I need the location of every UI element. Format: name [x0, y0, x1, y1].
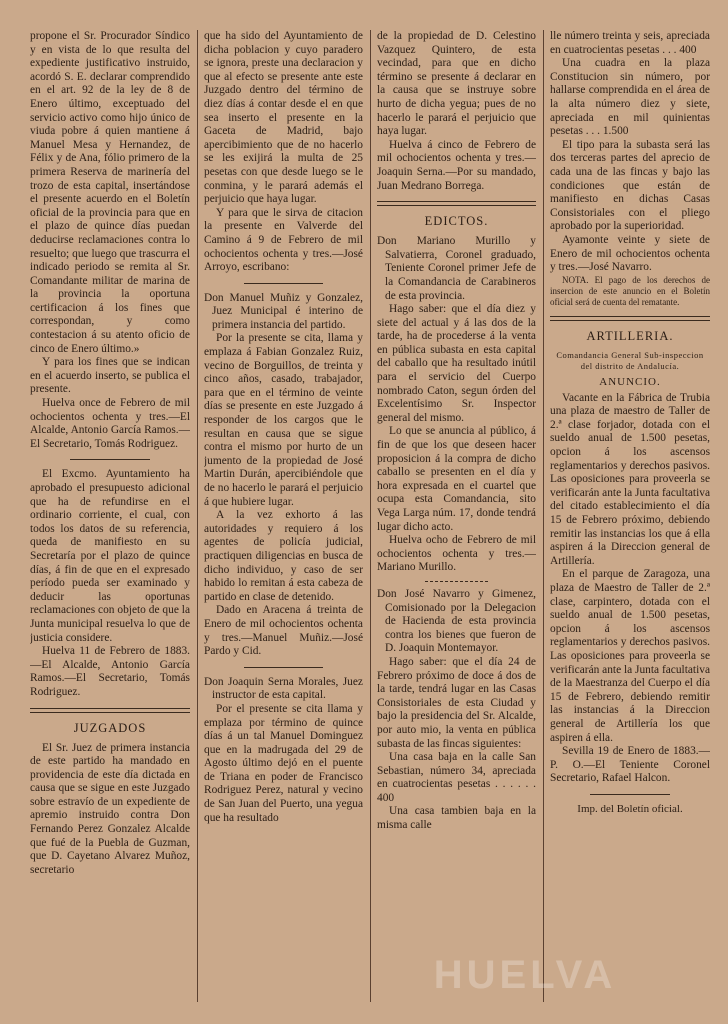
- anuncio-heading: ANUNCIO.: [599, 375, 661, 388]
- column-rule: [543, 30, 544, 1002]
- property-listing: Una casa tambien baja en la misma calle: [377, 805, 536, 832]
- article-heading: Don José Navarro y Gimenez, Comisionado por la Delegacion de Hacienda de esta provincia contra los bienes que fueron de D. Joaquin Montemayor.: [377, 587, 536, 655]
- article-text: Hago saber: que el día diez y siete del actual y á las dos de la tarde, ha de procederse á la venta en pública subasta en esta capital del caballo que ha resultado inútil para el servicio del Cuerpo nombrado Caton, segun órden del Excelentísimo Sr. Inspector general del mismo.: [377, 303, 536, 424]
- column-1: [30, 30, 190, 1002]
- divider: [70, 459, 150, 460]
- printer-footer: Imp. del Boletín oficial.: [577, 802, 683, 815]
- section-divider: [550, 316, 710, 321]
- article-text: que ha sido del Ayuntamiento de dicha poblacion y cuyo paradero se ignora, preste una declaracion y que al efecto se presente ante este Juzgado dentro del término de diez días á contar desde el en que sea inserto el presente en la Gaceta de Madrid, bajo apercibimiento que de no hacerlo se les exijirá la multa de 25 pesetas con que desde luego se le conmina, y le parará además el perjuicio que haya lugar.: [204, 30, 363, 206]
- property-listing: lle número treinta y seis, apreciada en cuatrocientas pesetas . . . 400: [550, 30, 710, 56]
- watermark-text: HUELVA: [433, 952, 617, 997]
- article-signature: Huelva á cinco de Febrero de mil ochocientos ochenta y tres.—Joaquin Serna.—Por su mandado, Juan Medrano Borrega.: [377, 138, 536, 192]
- divider: [425, 581, 489, 582]
- article-text: de la propiedad de D. Celestino Vazquez Quintero, de esta vecindad, para que en dicho término se presente á declarar en la causa que se instruye sobre hurto de dicha yegua; pues de no hacerlo le parará el perjuicio que haya lugar.: [377, 30, 536, 138]
- article-signature: Ayamonte veinte y siete de Enero de mil ochocientos ochenta y tres.—José Navarro.: [550, 233, 710, 274]
- article-heading: Don Joaquin Serna Morales, Juez instructor de esta capital.: [204, 675, 363, 702]
- article-heading: Don Mariano Murillo y Salvatierra, Coronel graduado, Teniente Coronel primer Jefe de la Comandancia de Carabineros de esta provincia.: [377, 235, 536, 302]
- article-heading: Don Manuel Muñiz y Gonzalez, Juez Municipal é interino de primera instancia del partido.: [204, 291, 363, 331]
- column-2: [204, 30, 363, 1002]
- section-heading-juzgados: JUZGADOS: [73, 720, 147, 735]
- section-subheading: Comandancia General Sub-inspeccion del distrito de Andalucía.: [556, 349, 704, 371]
- article-text: Vacante en la Fábrica de Trubia una plaza de maestro de Taller de 2.ª clase forjador, dotada con el sueldo anual de 1.500 pesetas, opcion á los ascensos reglamentarios y derechos pasivos. Las oposiciones para proveerla se verificarán ante la Junta facultativa del citado establecimiento el día 15 de Febrero próximo, debiendo remitir las instancias los que á ella aspiren á la Direccion general de Artillería.: [550, 391, 710, 567]
- article-signature: Sevilla 19 de Enero de 1883.—P. O.—El Teniente Coronel Secretario, Rafael Halcon.: [550, 745, 710, 785]
- archive-watermark: [400, 950, 650, 1000]
- section-heading-artilleria: ARTILLERIA.: [586, 328, 674, 343]
- article-text: Y para los fines que se indican en el acuerdo inserto, se publica el presente.: [30, 356, 190, 396]
- article-text: A la vez exhorto á las autoridades y requiero á los agentes de policía judicial, practiquen diligencias en busca de dicho individuo, y caso de ser habido lo remitan á esta cabeza de partido en clase de detenido.: [204, 509, 363, 603]
- article-signature: Huelva 11 de Febrero de 1883.—El Alcalde, Antonio García Ramos.—El Secretario, Tomás Rodriguez.: [30, 645, 190, 698]
- article-text: El Excmo. Ayuntamiento ha aprobado el presupuesto adicional que ha de refundirse en el ordinario corriente, el cual, con todos los datos de su referencia, queda de manifiesto en su Secretaría por el plazo de quince días, á fin de que en el expresado período pueda ser examinado y deducir las oportunas reclamaciones con objeto de que la Junta municipal resuelva lo que de justicia considere.: [30, 468, 190, 644]
- divider: [244, 283, 324, 284]
- article-text: Por el presente se cita llama y emplaza por término de quince días á un tal Manuel Dominguez que en la madrugada del 29 de Agosto último dejó en el puente de Triana en poder de Francisco Rodriguez Perez, natural y vecino de San Juan del Puerto, una yegua que ha resultado: [204, 702, 363, 824]
- article-signature: Dado en Aracena á treinta de Enero de mil ochocientos ochenta y tres.—Manuel Muñiz.—José Pardo y Cid.: [204, 604, 363, 658]
- column-3: [377, 30, 536, 1002]
- column-rule: [197, 30, 198, 1002]
- article-text: El tipo para la subasta será las dos terceras partes del aprecio de cada una de las fincas y bajo las condiciones que están de manifiesto en dichas Casas Consistoriales con el pliego aprobado por la superioridad.: [550, 138, 710, 233]
- article-text: En el parque de Zaragoza, una plaza de Maestro de Taller de 2.ª clase, carpintero, dotada con el sueldo anual de 1.500 pesetas, opcion á los ascensos reglamentarios y derechos pasivos. Las oposiciones para proveerla se verificarán ante la Junta facultativa de la Maestranza del Cuerpo el día 15 de Febrero, debiendo remitir las instancias á la Direccion general de Artillería los que aspiren á ella.: [550, 568, 710, 744]
- column-4: [550, 30, 710, 1002]
- section-divider: [30, 708, 190, 713]
- section-heading-edictos: EDICTOS.: [424, 214, 489, 229]
- article-text: El Sr. Juez de primera instancia de este partido ha mandado en providencia de este día dictada en causa que se sigue en este Juzgado sobre estravío de un expediente de apremio instruido contra Don Fernando Perez Gonzalez Alcalde que fué de la Puebla de Guzman, que D. Cayetano Alvarez Muñoz, secretario: [30, 741, 190, 876]
- section-divider: [377, 201, 536, 206]
- article-signature: Huelva once de Febrero de mil ochocientos ochenta y tres.—El Alcalde, Antonio García Ramos.—El Secretario, Tomás Rodriguez.: [30, 397, 190, 450]
- property-listing: Una cuadra en la plaza Constitucion sin número, por hallarse comprendida en el área de la alta número diez y siete, apreciada en mil quinientas pesetas . . . 1.500: [550, 57, 710, 138]
- article-text: Hago saber: que el día 24 de Febrero próximo de doce á dos de la tarde, tendrá lugar en las Casas Consistoriales de esta Ciudad y bajo la presidencia del Sr. Alcalde, por auto mio, la venta en pública subasta de las fincas siguientes:: [377, 655, 536, 750]
- article-text: propone el Sr. Procurador Síndico y en vista de lo que resulta del expediente justificativo instruido, acordó S. E. declarar comprendido en el art. 92 de la ley de 8 de Enero último, exceptuado del servicio activo como hijo único de viuda pobre á quien mantiene á Manuel Mesa y Hernandez, de Félix y de Ana, fólio primero de la primera Reserva de marinería del trozo de esta capital, insertándose el presente acuerdo en el Boletín oficial de la provincia para que en el plazo de quince días puedan deducirse reclamaciones contra lo resuelto; que luego que trascurra el indicado periodo se remita al Sr. Comandante militar de marina de la provincia la oportuna certificacion á los fines que correspondan, y como contestacion á su atento oficio de cinco de Enero último.»: [30, 30, 190, 355]
- property-listing: Una casa baja en la calle San Sebastian, número 34, apreciada en cuatrocientas pesetas . . . . . . 400: [377, 751, 536, 804]
- divider: [244, 667, 324, 668]
- divider: [590, 794, 670, 795]
- article-signature: Y para que le sirva de citacion la presente en Valverde del Camino á 9 de Febrero de mil ochocientos ochenta y tres.—José Arroyo, escribano:: [204, 206, 363, 274]
- article-signature: Huelva ocho de Febrero de mil ochocientos ochenta y tres.—Mariano Murillo.: [377, 534, 536, 574]
- article-note: NOTA. El pago de los derechos de insercion de este anuncio en el Boletín oficial será de cuenta del rematante.: [550, 274, 710, 307]
- article-text: Por la presente se cita, llama y emplaza á Fabian Gonzalez Ruiz, vecino de Borguillos, de treinta y cinco años, casado, trabajador, para que en el término de veinte días se presente en este Juzgado á responder de los cargos que le resultan en causa que se sigue contra el mismo por hurto de un jumento de la propiedad de José Martin Durán, apercibiéndole que de no hacerlo le parará el perjuicio á que hubiere lugar.: [204, 332, 363, 508]
- column-rule: [370, 30, 371, 1002]
- article-text: Lo que se anuncia al público, á fin de que los que deseen hacer proposicion á la compra de dicho caballo se presenten en el día y hora expresada en el cuartel que ocupa esta Comandancia, sito Vega Larga núm. 17, donde tendrá lugar dicho acto.: [377, 425, 536, 533]
